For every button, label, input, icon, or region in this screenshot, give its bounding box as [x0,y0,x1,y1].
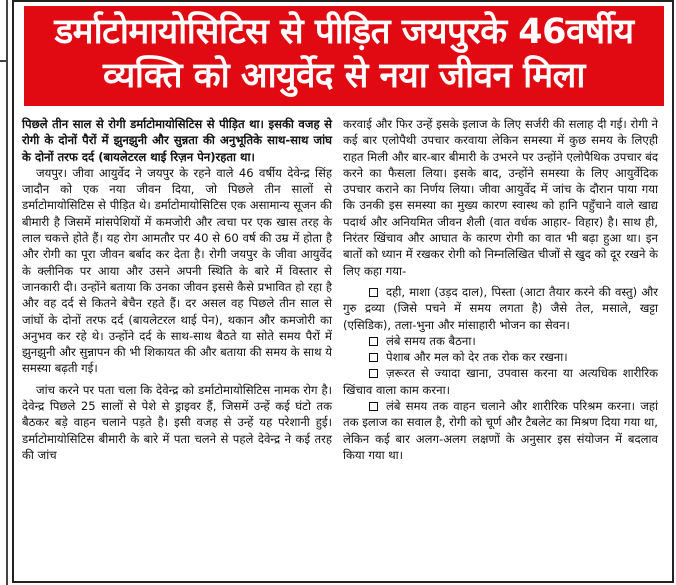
headline-line-1: डर्माटोमायोसिटिस से पीड़ित जयपुरके 46वर्षीय [54,12,634,52]
article-column-right [343,116,658,463]
article-column-left [22,116,332,463]
list-item [343,365,658,398]
checkbox-bullet-icon [369,337,378,346]
page-margin-rule [6,0,8,585]
list-item [343,333,658,349]
list-item [343,284,658,333]
list-item-text: पेशाब और मल को देर तक रोक कर रखना। [386,350,568,365]
list-item [343,398,658,463]
page-margin-tick [0,60,6,62]
list-item-text: लंबे समय तक बैठना। [386,333,476,348]
headline-banner [24,6,664,106]
list-item-text: दही, माशा (उड़द दाल), पिस्ता (आटा तैयार करने की वस्तु) और गुरु द्रव्या (जिसे पचने में समय लगता है) जैसे तेल, मसाले, खट्टा (एसिडिक), तला-भुना और मांसाहारी भोजन का सेवन। [343,284,658,332]
article-paragraph-3: करवाई और फिर उन्हें इसके इलाज के लिए सर्जरी की सलाह दी गई। रोगी ने कई बार एलोपैथी उपचार करवाया लेकिन समस्या में कुछ समय के लिएही राहत मिली और बार-बार बीमारी के उभरने पर उन्होंने एलोपैथिक उपचार बंद करने का फैसला लिया। इसके बाद, उन्होंने समस्या के लिए आयुर्वेदिक उपचार कराने का निर्णय लिया। जीवा आयुर्वेद में जांच के दौरान पाया गया कि उनकी इस समस्या का मुख्य कारण स्वास्थ को हानि पहुँचाने वाले खाद्य पदार्थ और अनियमित जीवन शैली (वात वर्धक आहार- विहार) है। साथ ही, निरंतर खिंचाव और आघात के कारण रोगी का वात भी बढ़ा हुआ था। इन बातों को ध्यान में रखकर रोगी को निम्नलिखित चीजों से खुद को दूर रखने के लिए कहा गया- [343,117,658,278]
article-lead: पिछले तीन साल से रोगी डर्माटोमायोसिटिस से पीड़ित था। इसकी वजह से रोगी के दोनों पैरों में झुनझुनी और सुन्नता की अनुभूतिके साथ-साथ जांघ के दोनों तरफ दर्द (बायलेटरल थाई रिज़न पेन)रहता था। [22,117,332,164]
checkbox-bullet-icon [369,353,378,362]
list-item-text: ज़रूरत से ज्यादा खाना, उपवास करना या अत्यधिक शारीरिक खिंचाव वाला काम करना। [343,366,658,397]
list-item [343,349,658,365]
checkbox-bullet-icon [369,402,378,411]
checkbox-bullet-icon [369,288,378,297]
headline-line-2: व्यक्ति को आयुर्वेद से नया जीवन मिला [103,56,585,96]
article-paragraph-2: जांच करने पर पता चला कि देवेन्द्र को डर्माटोमायोसिटिस नामक रोग है। देवेन्द्र पिछले 25 सालों से पेशे से ड्राइवर हैं, जिसमें उन्हें कई घंटो तक बैठकर बड़े वाहन चलाने पड़ते है। इसी वजह से उन्हें यह परेशानी हुई। डर्माटोमायोसिटिस बीमारी के बारे में पता चलने से पहले देवेन्द्र ने कई तरह की जांच [22,382,332,462]
checkbox-bullet-icon [369,369,378,378]
list-item-text: लंबे समय तक वाहन चलाने और शारीरिक परिश्रम करना। जहां तक इलाज का सवाल है, रोगी को चूर्ण और टैबलेट का मिश्रण दिया गया था, लेकिन कई बार अलग-अलग लक्षणों के अनुसार इस संयोजन में बदलाव किया गया था। [343,399,658,462]
article-paragraph-1: जयपुर। जीवा आयुर्वेद ने जयपुर के रहने वाले 46 वर्षीय देवेन्द्र सिंह जादौन को एक नया जीवन दिया, जो पिछले तीन सालों से डर्माटोमायोसिटिस से पीड़ित थे। डर्माटोमायोसिटिस एक असामान्य सूजन की बीमारी है जिसमें मांसपेशियों में कमजोरी और त्वचा पर एक खास तरह के लाल चकत्ते होते हैं। यह रोग आमतौर पर 40 से 60 वर्ष की उम्र में होता है और रोगी का पूरा जीवन बर्बाद कर देता है। रोगी जयपुर के जीवा आयुर्वेद के क्लीनिक पर आया और उसने अपनी स्थिति के बारे में विस्तार से जानकारी दी। उन्होंने बताया कि उनका जीवन इससे कैसे प्रभावित हो रहा है और वह दर्द से कितने बेचैन रहते हैं। दर असल वह पिछले तीन साल से जांघों के दोनों तरफ दर्द (बायलेटरल थाई पेन), थकान और कमजोरी का अनुभव कर रहे थे। उन्होंने दर्द के साथ-साथ बैठते या सोते समय पैरों में झुनझुनी और सुन्नापन की भी शिकायत की और बताया की समय के साथ ये समस्या बढ़ती गई। [22,165,332,376]
